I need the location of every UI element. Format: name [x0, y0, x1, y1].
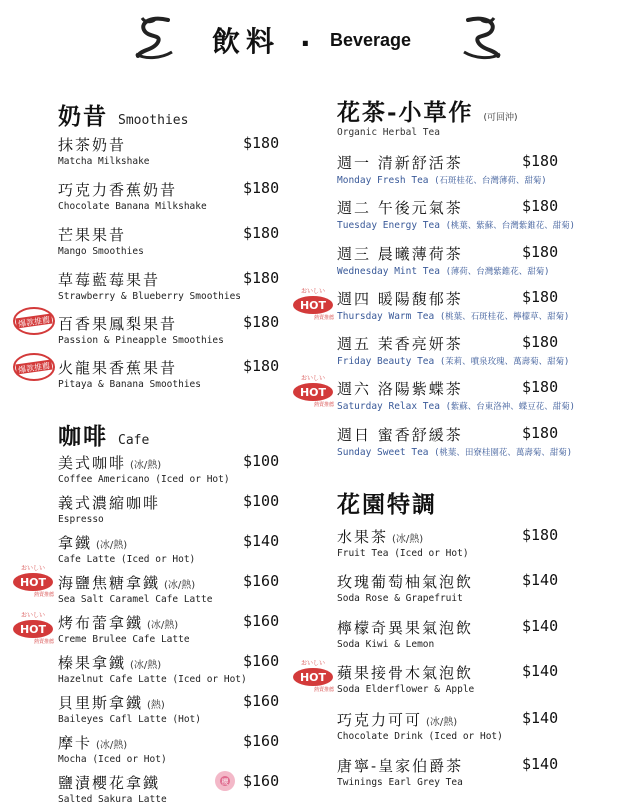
item-price: $180 [243, 269, 280, 287]
svg-text:熱賣推薦: 熱賣推薦 [33, 639, 55, 644]
item-temp-note: (冰/熱) [147, 620, 179, 631]
item-price: $140 [522, 709, 559, 727]
item-price: $140 [522, 571, 559, 589]
section-title-zh: 咖啡 [58, 423, 108, 450]
item-name-zh: 百香果鳳梨果昔 [58, 315, 178, 333]
menu-item-baileys-latte [58, 692, 288, 725]
menu-item-fruit-tea [337, 526, 587, 559]
item-name-zh: 檸檬奇異果氣泡飲 [337, 619, 474, 637]
page-title-en: Beverage [330, 30, 412, 50]
item-name-zh: 拿鐵 [58, 534, 93, 552]
menu-item-twinings-earl-grey [337, 755, 587, 788]
item-name-en: Twinings Earl Grey Tea [337, 777, 463, 788]
item-name-zh: 海鹽焦糖拿鐵 [58, 574, 161, 592]
hot-pick-stamp-icon [12, 352, 56, 386]
svg-text:熱賣推薦: 熱賣推薦 [313, 402, 335, 407]
item-name-en: Cafe Latte (Iced or Hot) [58, 554, 196, 565]
item-temp-note: (冰/熱) [96, 540, 128, 551]
item-name-en: Espresso [58, 514, 104, 525]
item-name-zh: 美式咖啡 [58, 454, 127, 472]
item-name-zh: 巧克力可可 [337, 711, 423, 729]
item-name-zh: 週一 清新舒活茶 [337, 154, 463, 172]
item-name-zh: 鹽漬櫻花拿鐵 [58, 774, 161, 792]
section-garden-title [337, 486, 437, 519]
hot-badge-icon [290, 373, 336, 411]
page-title-zh: 飲料 [212, 25, 281, 58]
hot-badge-icon [10, 563, 56, 601]
item-price: $140 [522, 662, 559, 680]
menu-item-cafe-latte [58, 532, 288, 565]
item-name-zh: 貝里斯拿鐵 [58, 694, 144, 712]
menu-item-passion-pineapple [58, 313, 288, 346]
section-title-zh: 奶昔 [58, 103, 108, 130]
item-name-en: Soda Elderflower & Apple [337, 684, 475, 695]
item-name-zh: 週日 蜜香舒緩茶 [337, 426, 463, 444]
item-name-en: Fruit Tea (Iced or Hot) [337, 548, 469, 559]
item-name-zh: 抹茶奶昔 [58, 136, 127, 154]
item-price: $100 [243, 452, 280, 470]
left-swirl-ornament-icon [132, 14, 176, 60]
item-name-en: Wednesday Mint Tea [337, 266, 440, 277]
item-price: $180 [243, 179, 280, 197]
item-name-zh: 週三 晨曦薄荷茶 [337, 245, 463, 263]
menu-item-monday-tea [337, 152, 627, 186]
svg-text:HOT: HOT [19, 576, 47, 589]
section-smoothies-title [58, 98, 188, 131]
item-price: $180 [243, 357, 280, 375]
item-name-en: Passion & Pineapple Smoothies [58, 335, 224, 346]
item-ingredients: (紫蘇、台東洛神、蝶豆花、甜菊) [445, 402, 575, 412]
menu-item-soda-elderflower-apple [337, 662, 587, 695]
menu-item-espresso [58, 492, 288, 525]
svg-text:おいしい: おいしい [300, 288, 326, 295]
item-price: $180 [522, 333, 559, 351]
item-name-en: Chocolate Banana Milkshake [58, 201, 207, 212]
item-price: $140 [522, 755, 559, 773]
item-price: $160 [243, 572, 280, 590]
item-name-en: Baileyes Cafl Latte (Hot) [58, 714, 201, 725]
item-name-en: Thursday Warm Tea [337, 311, 435, 322]
item-temp-note: (熱) [147, 700, 165, 711]
item-price: $100 [243, 492, 280, 510]
item-price: $180 [243, 224, 280, 242]
item-price: $180 [522, 378, 559, 396]
svg-text:おいしい: おいしい [20, 612, 46, 619]
svg-text:櫻: 櫻 [221, 778, 229, 786]
item-name-en: Matcha Milkshake [58, 156, 150, 167]
item-name-en: Saturday Relax Tea [337, 401, 440, 412]
stamp-label: 爆款推薦 [17, 315, 51, 329]
menu-item-matcha-milkshake [58, 134, 288, 167]
item-name-zh: 摩卡 [58, 734, 93, 752]
hot-badge-icon [290, 286, 336, 324]
item-name-zh: 玫瑰葡萄柚氣泡飲 [337, 573, 474, 591]
menu-item-strawberry-blueberry [58, 269, 288, 302]
item-name-en: Mango Smoothies [58, 246, 144, 257]
item-name-zh: 火龍果香蕉果昔 [58, 359, 178, 377]
item-name-zh: 週六 洛陽紫蝶茶 [337, 380, 463, 398]
hot-badge-icon [10, 610, 56, 648]
menu-item-saturday-tea [337, 378, 627, 412]
item-name-en: Tuesday Energy Tea [337, 220, 440, 231]
menu-item-creme-brulee-latte [58, 612, 288, 645]
menu-item-americano [58, 452, 288, 485]
item-name-en: Mocha (Iced or Hot) [58, 754, 167, 765]
item-name-zh: 巧克力香蕉奶昔 [58, 181, 178, 199]
item-name-zh: 唐寧-皇家伯爵茶 [337, 757, 464, 775]
item-name-en: Soda Rose & Grapefruit [337, 593, 463, 604]
menu-item-soda-kiwi-lemon [337, 617, 587, 650]
item-price: $180 [522, 197, 559, 215]
item-name-zh: 週二 午後元氣茶 [337, 199, 463, 217]
item-name-en: Sea Salt Caramel Cafe Latte [58, 594, 213, 605]
item-temp-note: (冰/熱) [164, 580, 196, 591]
section-note: (可回沖) [483, 113, 518, 123]
item-ingredients: (茉莉、噴泉玫瑰、萬壽菊、甜菊) [439, 357, 570, 367]
menu-item-salted-sakura-latte [58, 772, 288, 805]
item-temp-note: (冰/熱) [130, 660, 162, 671]
item-name-en: Coffee Americano (Iced or Hot) [58, 474, 230, 485]
svg-text:HOT: HOT [19, 623, 47, 636]
menu-item-tuesday-tea [337, 197, 627, 231]
item-temp-note: (冰/熱) [426, 717, 458, 728]
menu-item-friday-tea [337, 333, 627, 367]
menu-item-soda-rose-grapefruit [337, 571, 587, 604]
svg-text:HOT: HOT [299, 671, 327, 684]
section-title-en: Cafe [118, 433, 150, 448]
svg-text:熱賣推薦: 熱賣推薦 [33, 592, 55, 597]
item-price: $180 [243, 313, 280, 331]
item-price: $180 [522, 152, 559, 170]
sakura-flower-icon [214, 770, 236, 796]
item-name-zh: 芒果果昔 [58, 226, 127, 244]
svg-text:熱賣推薦: 熱賣推薦 [313, 315, 335, 320]
title-dot: . [300, 20, 311, 53]
item-temp-note: (冰/熱) [130, 460, 162, 471]
menu-item-sea-salt-caramel-latte [58, 572, 288, 605]
menu-item-thursday-tea [337, 288, 627, 322]
item-name-zh: 草莓藍莓果昔 [58, 271, 161, 289]
item-name-en: Sunday Sweet Tea [337, 447, 429, 458]
item-ingredients: (桃葉、紫蘇、台灣紫錐花、甜菊) [445, 221, 575, 231]
item-name-zh: 週五 茉香亮妍茶 [337, 335, 463, 353]
item-name-en: Pitaya & Banana Smoothies [58, 379, 201, 390]
item-price: $160 [243, 692, 280, 710]
section-title-zh: 花園特調 [337, 491, 437, 518]
menu-item-hazelnut-latte [58, 652, 288, 685]
svg-text:おいしい: おいしい [300, 660, 326, 667]
menu-item-pitaya-banana [58, 357, 288, 390]
item-temp-note: (冰/熱) [392, 534, 424, 545]
item-name-en: Monday Fresh Tea [337, 175, 429, 186]
item-price: $180 [522, 243, 559, 261]
menu-item-mango [58, 224, 288, 257]
item-ingredients: (石斑桂花、台灣薄荷、甜菊) [434, 176, 547, 186]
item-name-zh: 義式濃縮咖啡 [58, 494, 161, 512]
item-ingredients: (薄荷、台灣紫錐花、甜菊) [445, 267, 550, 277]
menu-item-chocolate-drink [337, 709, 587, 742]
item-price: $180 [522, 424, 559, 442]
item-temp-note: (冰/熱) [96, 740, 128, 751]
section-subtitle: Organic Herbal Tea [337, 127, 440, 138]
item-price: $160 [243, 652, 280, 670]
hot-pick-stamp-icon [12, 306, 56, 340]
right-swirl-ornament-icon [460, 14, 504, 60]
menu-item-mocha [58, 732, 288, 765]
item-name-en: Friday Beauty Tea [337, 356, 435, 367]
item-price: $160 [243, 772, 280, 790]
menu-item-sunday-tea [337, 424, 627, 458]
item-price: $160 [243, 612, 280, 630]
item-name-en: Creme Brulee Cafe Latte [58, 634, 190, 645]
section-title-zh: 花茶-小草作 [337, 99, 474, 126]
svg-text:熱賣推薦: 熱賣推薦 [313, 687, 335, 692]
item-price: $140 [522, 617, 559, 635]
svg-text:おいしい: おいしい [300, 375, 326, 382]
item-ingredients: (桃葉、田寮桂園花、萬壽菊、甜菊) [434, 448, 572, 458]
svg-text:HOT: HOT [299, 386, 327, 399]
item-price: $140 [243, 532, 280, 550]
menu-item-chocolate-banana [58, 179, 288, 212]
item-price: $180 [522, 288, 559, 306]
item-name-zh: 蘋果接骨木氣泡飲 [337, 664, 474, 682]
section-herbal-title [337, 94, 518, 127]
svg-text:おいしい: おいしい [20, 565, 46, 572]
section-title-en: Smoothies [118, 113, 189, 128]
menu-header [0, 0, 636, 80]
item-name-zh: 週四 暖陽馥郁茶 [337, 290, 463, 308]
stamp-label: 爆款推薦 [17, 361, 51, 375]
item-name-en: Chocolate Drink (Iced or Hot) [337, 731, 503, 742]
section-cafe-title [58, 418, 149, 451]
item-price: $180 [243, 134, 280, 152]
item-name-en: Hazelnut Cafe Latte (Iced or Hot) [58, 674, 247, 685]
item-ingredients: (桃葉、石斑桂花、檸檬草、甜菊) [439, 312, 570, 322]
item-name-en: Soda Kiwi & Lemon [337, 639, 435, 650]
item-name-zh: 烤布蕾拿鐵 [58, 614, 144, 632]
item-name-zh: 水果茶 [337, 528, 389, 546]
item-name-en: Salted Sakura Latte [58, 794, 167, 805]
item-name-zh: 榛果拿鐵 [58, 654, 127, 672]
item-name-en: Strawberry & Blueberry Smoothies [58, 291, 242, 302]
item-price: $180 [522, 526, 559, 544]
svg-text:HOT: HOT [299, 299, 327, 312]
hot-badge-icon [290, 658, 336, 696]
menu-item-wednesday-tea [337, 243, 627, 277]
item-price: $160 [243, 732, 280, 750]
